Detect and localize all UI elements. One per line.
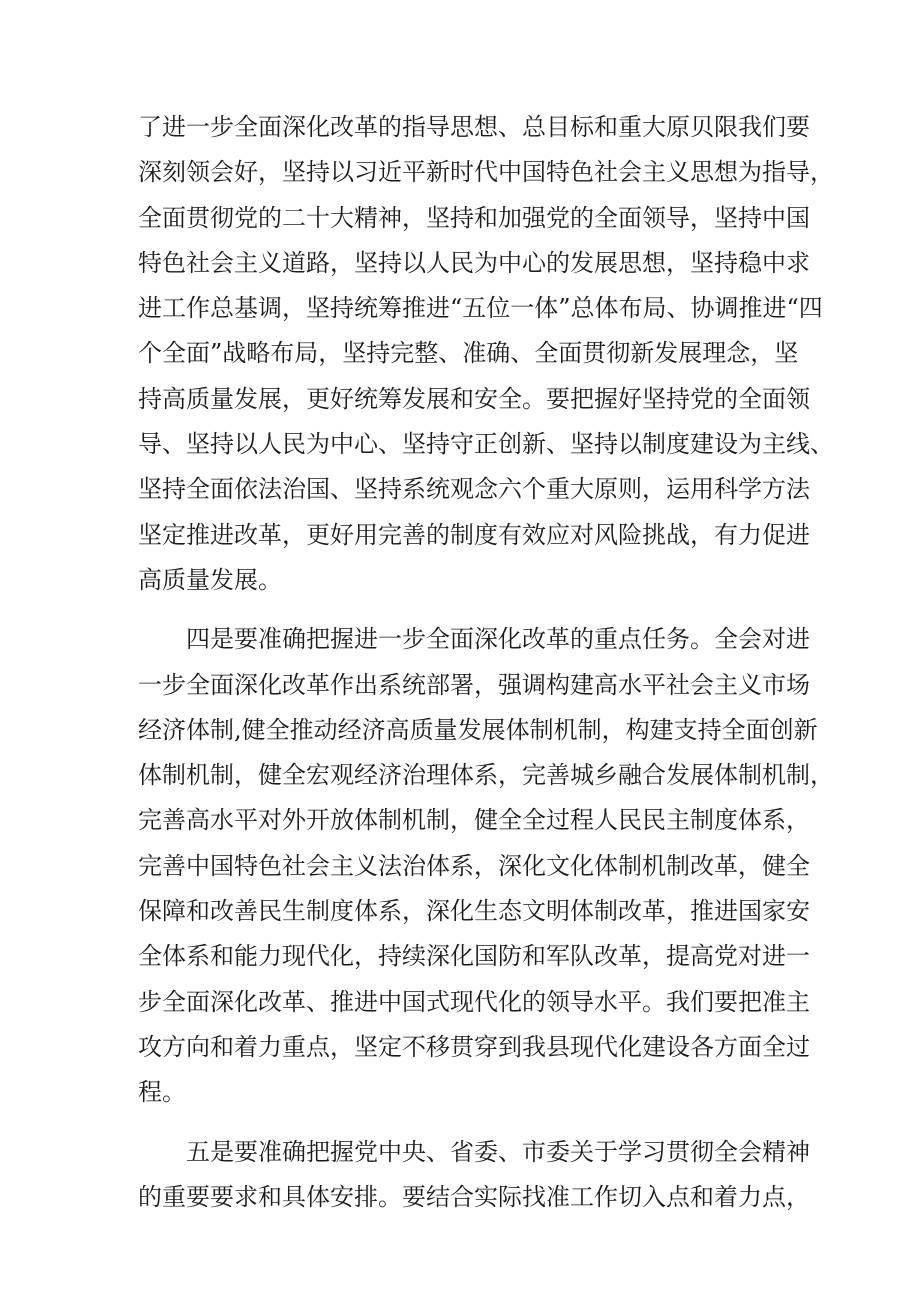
text-line: 完善中国特色社会主义法治体系，深化文化体制机制改革，健全: [138, 851, 810, 880]
text-line: 全体系和能力现代化，持续深化国防和军队改革，提高党对进一: [138, 942, 810, 971]
text-line: 经济体制,健全推动经济高质量发展体制机制，构建支持全面创新: [138, 715, 818, 744]
text-line: 深刻领会好，坚持以习近平新时代中国特色社会主义思想为指导，: [138, 158, 834, 187]
paragraph-3: [138, 1130, 810, 1221]
text-line: 的重要要求和具体安排。要结合实际找准工作切入点和着力点，: [138, 1182, 810, 1211]
text-line: 进工作总基调，坚持统筹推进“五位一体”总体布局、协调推进“四: [138, 294, 823, 323]
text-line: 个全面”战略布局，坚持完整、准确、全面贯彻新发展理念，坚: [138, 339, 799, 368]
text-line: 五是要准确把握党中央、省委、市委关于学习贯彻全会精神: [186, 1137, 810, 1166]
paragraph-gap: [138, 603, 788, 617]
text-line: 步全面深化改革、推进中国式现代化的领导水平。我们要把准主: [138, 987, 810, 1016]
text-line: 坚定推进改革，更好用完善的制度有效应对风险挑战，有力促进: [138, 520, 810, 549]
text-line: 高质量发展。: [138, 565, 282, 594]
text-line: 特色社会主义道路，坚持以人民为中心的发展思想，坚持稳中求: [138, 248, 810, 277]
text-line: 导、坚持以人民为中心、坚持守正创新、坚持以制度建设为主线、: [138, 430, 834, 459]
text-line: 坚持全面依法治国、坚持系统观念六个重大原则，运用科学方法: [138, 475, 810, 504]
text-line: 保障和改善民生制度体系，深化生态文明体制改革，推进国家安: [138, 897, 810, 926]
paragraph-gap: [138, 1116, 788, 1130]
text-line: 程。: [138, 1078, 186, 1107]
paragraph-1: [138, 105, 834, 603]
document-body: [138, 105, 834, 1220]
paragraph-2: [138, 617, 834, 1115]
text-line: 了进一步全面深化改革的指导思想、总目标和重大原贝限我们要: [138, 113, 810, 141]
text-line: 完善高水平对外开放体制机制，健全全过程人民民主制度体系，: [138, 806, 810, 835]
text-line: 一步全面深化改革作出系统部署，强调构建高水平社会主义市场: [138, 670, 810, 699]
text-line: 体制机制，健全宏观经济治理体系，完善城乡融合发展体制机制，: [138, 761, 834, 790]
text-line: 全面贯彻党的二十大精神，坚持和加强党的全面领导，坚持中国: [138, 203, 810, 232]
text-line: 持高质量发展，更好统筹发展和安全。要把握好坚持党的全面领: [138, 384, 810, 413]
text-line: 四是要准确把握进一步全面深化改革的重点任务。全会对进: [186, 625, 810, 654]
text-line: 攻方向和着力重点，坚定不移贯穿到我县现代化建设各方面全过: [138, 1032, 810, 1061]
